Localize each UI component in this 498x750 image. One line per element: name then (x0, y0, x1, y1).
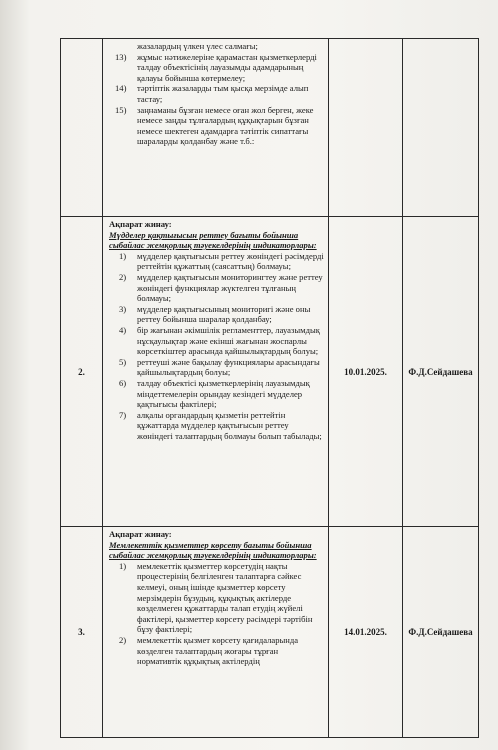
indicator-list (109, 251, 324, 442)
row-date (329, 39, 403, 217)
row-number (61, 39, 103, 217)
section-header: Ақпарат жинау: (109, 219, 172, 229)
row-content (103, 527, 329, 738)
list-item: 15) заңнаманы бұзған немесе оған жол берген, жеке немесе заңды тұлғалардың құқықтарын бұзған немесе шектеген адамдарға тәтіптік сипаттағы шараларды қолданбау және т.б.: (115, 104, 314, 147)
list-item: 6) талдау объектісі қызметкерлерінің лауазымдық міндеттемелерін орындау кезіндегі мүдделер қақтығысы фактілері; (119, 377, 310, 410)
row-responsible: Ф.Д.Сейдашева (403, 217, 479, 527)
indicator-list (109, 561, 324, 667)
table-row (61, 39, 479, 217)
row-number: 2. (61, 217, 103, 527)
indicator-list (109, 52, 324, 147)
list-item: 1) мемлекеттік қызметтер көрсетудің нақты процестерінің белгіленген талаптарға сәйкес келмеуі, оның ішінде қызметтер көрсету мерзімдерін бұзудың, құқықтық актілерде көзделмеген құжаттарды талап етудің жүйелі фактілері, қызметтер көрсету рәсімдері тәртібін бұзу фактілері; (119, 560, 313, 635)
row-content (103, 217, 329, 527)
list-item: 13) жұмыс нәтижелеріне қарамастан қызметкерлерді талдау объектісінің лауазымды адамдарының қалауы бойынша көтермелеу; (115, 51, 317, 83)
plan-table (60, 38, 479, 738)
list-item: 3) мүдделер қақтығысының мониторигі және оны реттеу бойынша шаралар қолданбау; (119, 303, 311, 325)
row-number: 3. (61, 527, 103, 738)
row-responsible (403, 39, 479, 217)
section-subheader: Мүдделер қақтығысын реттеу бағыты бойынша сыбайлас жемқорлық тәуекелдерінің индикаторлары: (109, 229, 317, 251)
row-date: 10.01.2025. (329, 217, 403, 527)
list-item: 2) мүдделер қақтығысын мониторингтеу және реттеу жөніндегі функциялар жүктелген тұлғаның болмауы; (119, 271, 323, 304)
list-item: 14) тәртіптік жазаларды тым қысқа мерзімде алып тастау; (115, 83, 309, 104)
table-row (61, 217, 479, 527)
row-responsible: Ф.Д.Сейдашева (403, 527, 479, 738)
list-item: 4) бір жағынан әкімшілік регламенттер, лауазымдық нұсқаулықтар және екінші жағынан жоспарлы көрсеткіштер арасында қайшылықтардың болуы; (119, 324, 320, 357)
continued-line: жазалардың үлкен үлес салмағы; (137, 41, 258, 51)
list-item: 1) мүдделер қақтығысын реттеу жөніндегі рәсімдерді реттейтін құжаттың (саясаттың) болмауы; (119, 250, 324, 272)
table-row (61, 527, 479, 738)
section-subheader: Мемлекеттік қызметтер көрсету бағыты бойынша сыбайлас жемқорлық тәуекелдерінің индикаторлары: (109, 539, 317, 561)
row-date: 14.01.2025. (329, 527, 403, 738)
section-header: Ақпарат жинау: (109, 529, 172, 539)
row-content (103, 39, 329, 217)
list-item: 2) мемлекеттік қызмет көрсету қағидаларында көзделген талаптардың жоғары тұрған нормативтік құқықтық актілердің (119, 634, 299, 667)
list-item: 7) алқалы органдардың қызметін реттейтін құжаттарда мүдделер қақтығысын реттеу жөніндегі талаптардың болмауы болып табылады; (119, 409, 322, 441)
list-item: 5) реттеуші және бақылау функциялары арасындағы қайшылықтардың болуы; (119, 356, 320, 378)
